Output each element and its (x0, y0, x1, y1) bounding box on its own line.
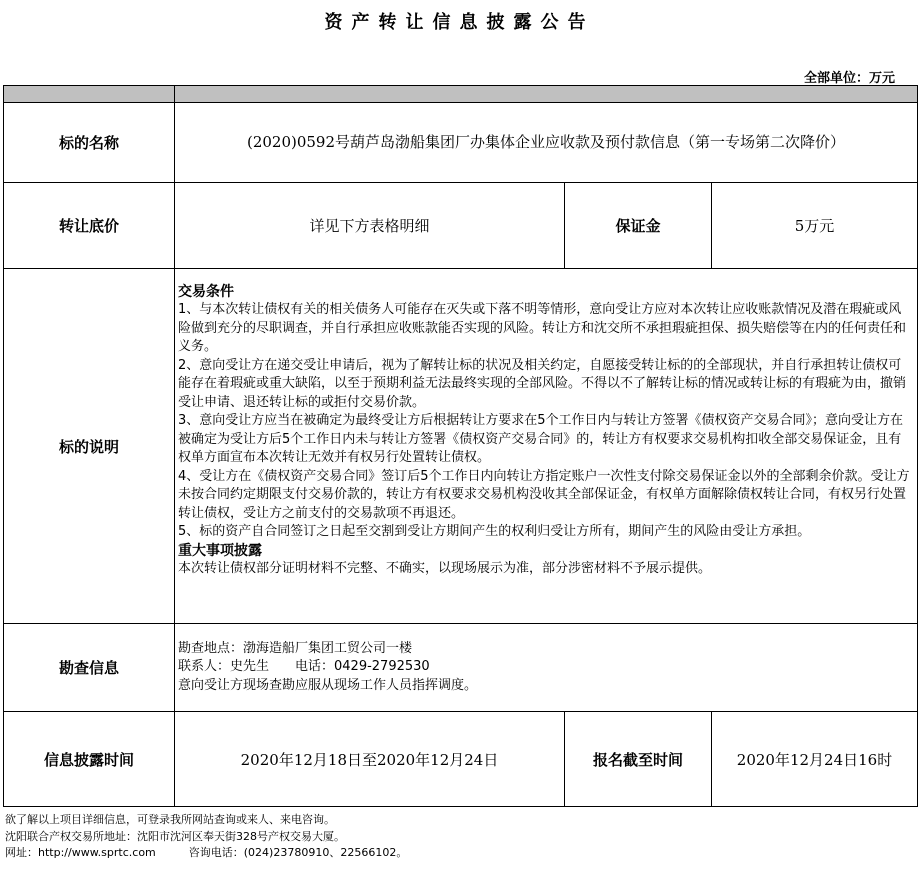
condition-item: 3、意向受让方应当在被确定为最终受让方后根据转让方要求在5个工作日内与转让方签署《债权资产交易合同》；意向受让方在被确定为受让方后5个工作日内未与转让方签署《债权资产交易合同》的，转让方有权要求交易机构扣收全部交易保证金，且有权单方面宣布本次转让无效并有权另行处置转让债权。 (178, 413, 904, 465)
condition-item: 5、标的资产自合同签订之日起至交割到受让方期间产生的权利归受让方所有，期间产生的风险由受让方承担。 (178, 524, 811, 539)
deposit-value: 5万元 (712, 183, 918, 269)
page-title: 资产转让信息披露公告 (324, 12, 595, 33)
row-description (4, 269, 918, 624)
deadline-label: 报名截至时间 (565, 712, 712, 807)
survey-location: 勘查地点：渤海造船厂集团工贸公司一楼 (178, 640, 413, 656)
name-label: 标的名称 (4, 103, 175, 183)
unit-note: 全部单位：万元 (803, 71, 895, 86)
deposit-label: 保证金 (565, 183, 712, 269)
row-survey (4, 624, 918, 712)
row-price (4, 183, 918, 269)
price-label: 转让底价 (4, 183, 175, 269)
survey-content (175, 624, 918, 712)
disclosure-text: 本次转让债权部分证明材料不完整、不确实，以现场展示为准，部分涉密材料不予展示提供。 (178, 560, 712, 576)
footer (5, 812, 407, 862)
footer-note: 欲了解以上项目详细信息，可登录我所网站查询或来人、来电咨询。 (5, 813, 335, 826)
row-dates (4, 712, 918, 807)
row-asset-name (4, 103, 918, 183)
disclosure-table (3, 85, 918, 807)
desc-label: 标的说明 (4, 269, 175, 624)
name-value: (2020)0592号葫芦岛渤船集团厂办集体企业应收款及预付款信息（第一专场第二次降价） (175, 103, 918, 183)
desc-content (175, 269, 918, 624)
footer-address: 沈阳联合产权交易所地址：沈阳市沈河区奉天街328号产权交易大厦。 (5, 829, 345, 843)
conditions-heading: 交易条件 (178, 284, 234, 300)
disclosure-time-label: 信息披露时间 (4, 712, 175, 807)
disclosure-heading: 重大事项披露 (178, 542, 262, 559)
condition-item: 4、受让方在《债权资产交易合同》签订后5个工作日内向转让方指定账户一次性支付除交易保证金以外的全部剩余价款。受让方未按合同约定期限支付交易价款的，转让方有权要求交易机构没收其全部保证金，有权单方面解除债权转让合同，有权另行处置转让债权，受让方之前支付的交易款项不再退还。 (178, 468, 910, 521)
condition-item: 2、意向受让方在递交受让申请后，视为了解转让标的状况及相关约定，自愿接受转让标的的全部现状，并自行承担转让债权可能存在着瑕疵或重大缺陷，以至于预期利益无法最终实现的全部风险。不得以不了解转让标的情况或转让标的有瑕疵为由，撤销受让申请、退还转让标的或拒付交易价款。 (178, 357, 907, 410)
deadline-value: 2020年12月24日16时 (712, 712, 918, 807)
price-value: 详见下方表格明细 (175, 183, 565, 269)
header-band (4, 86, 918, 103)
survey-contact: 联系人：史先生 电话：0429-2792530 (178, 659, 430, 675)
survey-label: 勘查信息 (4, 624, 175, 712)
survey-note: 意向受让方现场查勘应服从现场工作人员指挥调度。 (178, 677, 478, 693)
footer-contact: 网址：http://www.sprtc.com 咨询电话：(024)23780910、22566102。 (5, 846, 408, 859)
disclosure-time-value: 2020年12月18日至2020年12月24日 (175, 712, 565, 807)
condition-item: 1、与本次转让债权有关的相关债务人可能存在灭失或下落不明等情形，意向受让方应对本次转让应收账款情况及潜在瑕疵或风险做到充分的尽职调查，并自行承担应收账款能否实现的风险。转让方和沈交所不承担瑕疵担保、损失赔偿等在内的任何责任和义务。 (178, 302, 907, 354)
